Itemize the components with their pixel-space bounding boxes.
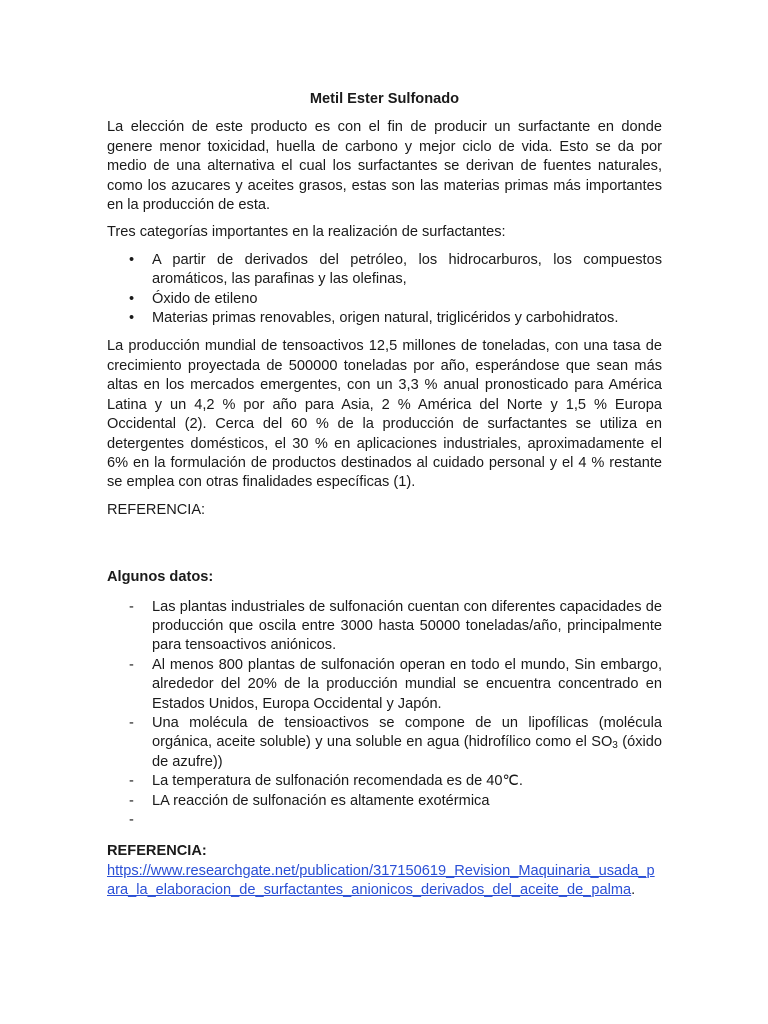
subscript-three: 3 — [612, 740, 618, 752]
list-item — [107, 714, 662, 772]
fact-text: La temperatura de sulfonación recomendada es de 40℃. — [152, 773, 523, 790]
bullet-icon: • — [129, 251, 135, 268]
production-paragraph: La producción mundial de tensoactivos 12,5 millones de toneladas, con una tasa de crecimiento proyectada de 500000 toneladas por año, esperándose que sean más altas en los mercados emergentes, con un 3,3 % anual pronosticado para América Latina y un 4,2 % por año para Asia, 2 % América del Norte y 1,5 % Europa Occidental (2). Cerca del 60 % de la producción de surfactantes se utiliza en detergentes domésticos, el 30 % en aplicaciones industriales, aproximadamente el 6% en la formulación de productos destinados al cuidado personal y el 4 % restante se emplea con otras finalidades específicas (1). — [107, 338, 662, 491]
list-item — [107, 290, 662, 309]
fact-text: Las plantas industriales de sulfonación cuentan con diferentes capacidades de producción que oscila entre 3000 hasta 50000 toneladas/año, principalmente para tensoactivos aniónicos. — [152, 598, 662, 654]
list-item — [107, 656, 662, 714]
dash-icon: - — [129, 656, 134, 673]
intro-paragraph: La elección de este producto es con el fin de producir un surfactante en donde genere menor toxicidad, huella de carbono y mejor ciclo de vida. Esto se da por medio de una alternativa el cual los surfactantes se derivan de fuentes naturales, como los azucares y aceites grasos, estas son las materias primas más importantes en la producción de esta. — [107, 119, 662, 214]
reference-trailing: . — [631, 882, 636, 899]
dash-icon: - — [129, 598, 134, 615]
category-text: Óxido de etileno — [152, 290, 258, 307]
dash-icon: - — [129, 812, 134, 828]
dash-icon: - — [129, 714, 134, 731]
molecule-text-before: Una molécula de tensioactivos se compone de un lipofílicas (molécula orgánica, aceite soluble) y una soluble en agua (hidrofílico como el SO — [152, 714, 662, 751]
bullet-icon: • — [129, 310, 135, 327]
dash-icon: - — [129, 773, 134, 790]
document-page — [107, 90, 662, 909]
document-title: Metil Ester Sulfonado — [309, 91, 460, 107]
list-item — [107, 772, 662, 791]
category-text: Materias primas renovables, origen natural, triglicéridos y carbohidratos. — [152, 310, 619, 327]
reference-heading: REFERENCIA: — [107, 843, 207, 860]
fact-text — [152, 715, 662, 770]
list-item — [107, 811, 662, 830]
category-text: A partir de derivados del petróleo, los hidrocarburos, los compuestos aromáticos, las parafinas y las olefinas, — [152, 251, 662, 288]
molecule-text-after: (óxido de azufre)) — [152, 734, 662, 770]
fact-text: Al menos 800 plantas de sulfonación operan en todo el mundo, Sin embargo, alrededor del 20% de la producción mundial se encuentra concentrado en Estados Unidos, Europa Occidental y Japón. — [152, 656, 662, 712]
categories-list — [107, 251, 662, 329]
reference-link[interactable]: https://www.researchgate.net/publication/317150619_Revision_Maquinaria_usada_para_la_elaboracion_de_surfactantes_anionicos_derivados_del_aceite_de_palma — [107, 862, 655, 899]
fact-text: LA reacción de sulfonación es altamente exotérmica — [152, 792, 490, 809]
facts-list — [107, 598, 662, 831]
list-item — [107, 792, 662, 811]
list-item — [107, 598, 662, 656]
bullet-icon: • — [129, 290, 135, 307]
reference-block — [107, 862, 662, 901]
dash-icon: - — [129, 792, 134, 809]
list-item — [107, 309, 662, 328]
reference-label: REFERENCIA: — [107, 501, 206, 518]
list-item — [107, 251, 662, 290]
categories-intro: Tres categorías importantes en la realización de surfactantes: — [107, 224, 506, 241]
data-heading: Algunos datos: — [107, 569, 214, 586]
